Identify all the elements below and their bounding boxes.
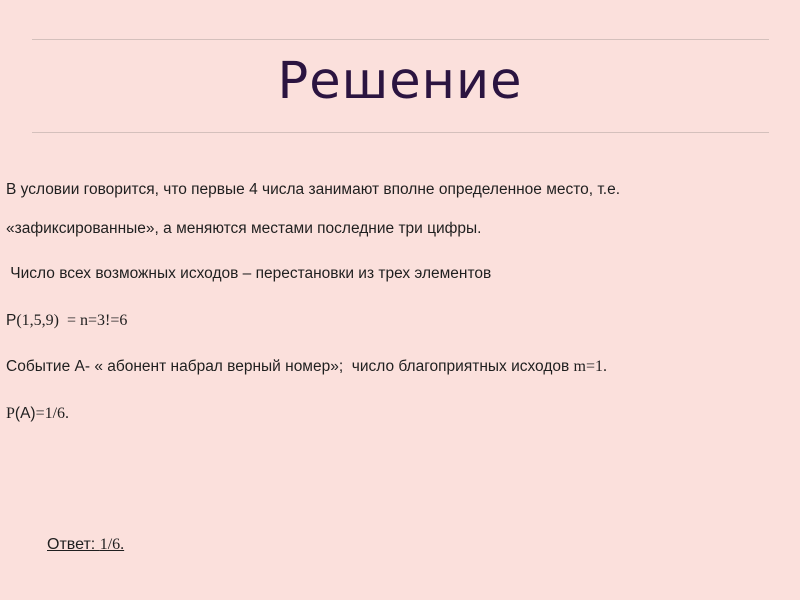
- event-description: Событие А- « абонент набрал верный номер»; число благоприятных исходов: [6, 358, 574, 375]
- title-divider-top: [32, 39, 769, 40]
- favorable-count: m=1.: [573, 358, 608, 375]
- probability-value: =1/6.: [35, 405, 70, 422]
- text-line-permutations: [6, 311, 127, 331]
- permutation-symbol: Р: [6, 312, 17, 329]
- text-line-probability: [6, 404, 69, 424]
- permutation-formula: (1,5,9) = n=3!=6: [16, 312, 128, 329]
- text-line-condition: В условии говорится, что первые 4 числа занимают вполне определенное место, т.е.: [6, 181, 621, 198]
- slide-title: Решение: [277, 52, 523, 111]
- text-line-event: [6, 357, 607, 377]
- title-divider-bottom: [32, 132, 769, 133]
- text-line-outcomes: Число всех возможных исходов – перестановки из трех элементов: [6, 265, 492, 282]
- probability-symbol: Р: [6, 405, 15, 422]
- answer-line: [47, 535, 124, 555]
- answer-label: Ответ:: [47, 536, 100, 553]
- answer-value: 1/6.: [99, 536, 125, 553]
- text-line-fixed-digits: «зафиксированные», а меняются местами последние три цифры.: [6, 220, 482, 237]
- probability-event: (А): [14, 405, 36, 422]
